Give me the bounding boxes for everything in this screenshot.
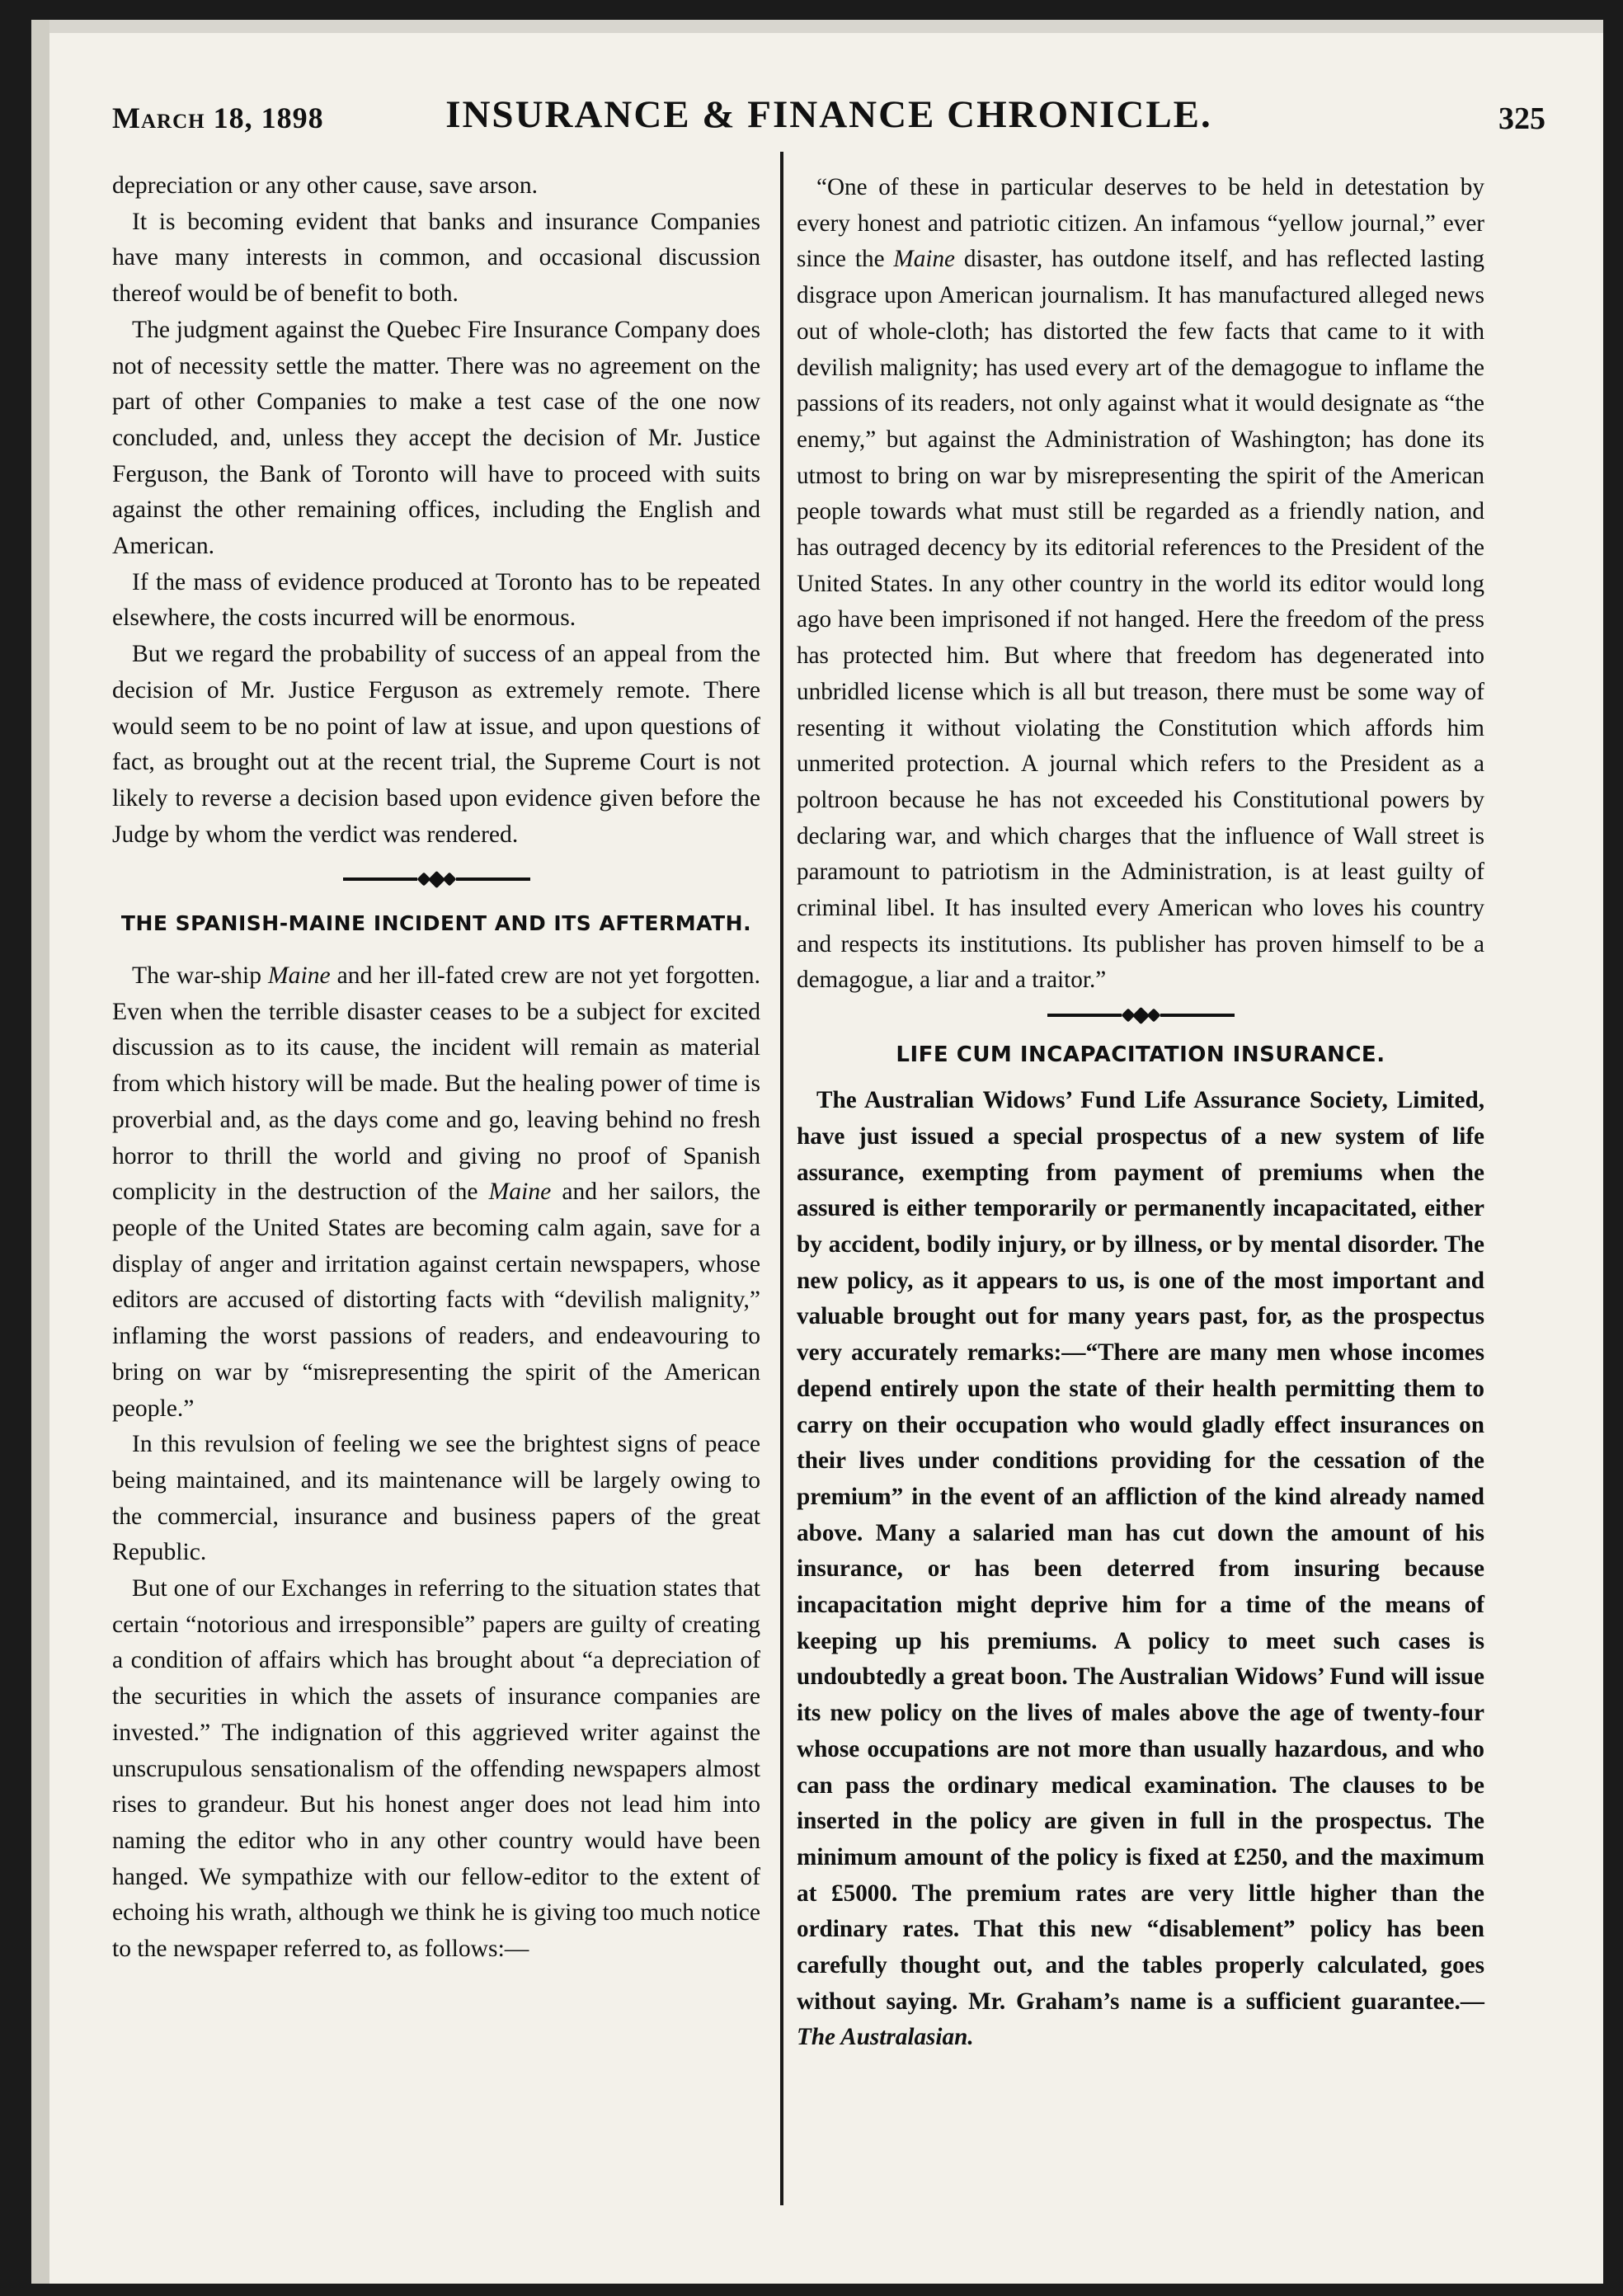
left-column xyxy=(112,168,760,1968)
paragraph: The Australian Widows’ Fund Life Assurance Society, Limited, have just issued a special prospectus of a new system of life assurance, exempting from payment of premiums when the assured is either temporarily or permanently incapacitated, either by accident, bodily injury, or by illness, or by mental disorder. The new policy, as it appears to us, is one of the most important and valuable brought out for many years past, for, as the prospectus very accurately remarks:—“There are many men whose incomes depend entirely upon the state of their health permitting them to carry on their occupation who would gladly effect insurances on their lives under conditions providing for the cessation of the premium” in the event of an affliction of the kind already named above. Many a salaried man has cut down the amount of his insurance, or has been deterred from insuring because incapacitation might deprive him for a time of the means of keeping up his premiums. A policy to meet such cases is undoubtedly a great boon. The Australian Widows’ Fund will issue its new policy on the lives of males above the age of twenty-four whose occupations are not more than usually hazardous, and who can pass the ordinary medical examination. The clauses to be inserted in the policy are given in full in the prospectus. The minimum amount of the policy is fixed at £250, and the maximum at £5000. The premium rates are very little higher than the ordinary rates. That this new “disablement” policy has been carefully thought out, and the tables properly calculated, goes without saying. Mr. Graham’s name is a sufficient guarantee.—The Australasian. xyxy=(797,1087,1484,2051)
right-column xyxy=(797,170,1484,2056)
quoted-paragraph: “One of these in particular deserves to be held in detestation by every honest and patriotic citizen. An infamous “yellow journal,” ever since the Maine disaster, has outdone itself, and has reflected lasting disgrace upon American journalism. It has manufactured alleged news out of whole-cloth; has distorted the few facts that came to it with devilish malignity; has used every art of the demagogue to inflame the passions of its readers, not only against what it would designate as “the enemy,” but against the Administration of Washington; has done its utmost to bring on war by misrepresenting the spirit of the American people towards what must still be regarded as a friendly nation, and has outraged decency by its editorial references to the President of the United States. In any other country in the world its editor would long ago have been imprisoned if not hanged. Here the freedom of the press has protected him. But where that freedom has degenerated into unbridled license which is all but treason, there must be some way of resenting it without violating the Constitution which affords him unmerited protection. A journal which refers to the President as a poltroon because he has not exceeded his Constitutional powers by declaring war, and which charges that the influence of Wall street is paramount to patriotism in the Administration, is at least guilty of criminal libel. It has insulted every American who loves his country and respects its institutions. Its publisher has proven himself to be a demagogue, a liar and a traitor.” xyxy=(797,174,1484,994)
article-heading: LIFE CUM INCAPACITATION INSURANCE. xyxy=(896,1042,1385,1068)
header-date: March 18, 1898 xyxy=(112,101,324,134)
page-number: 325 xyxy=(1498,101,1545,136)
running-header xyxy=(112,92,1545,142)
paragraph: The war-ship Maine and her ill-fated crew are not yet forgotten. Even when the terrible disaster ceases to be a subject for excited discussion as to its cause, the incident will remain as material from which history will be made. But the healing power of time is proverbial and, as the days come and go, leaving behind no fresh horror to thrill the world and giving no proof of Spanish complicity in the destruction of the Maine and her sailors, the people of the United States are becoming calm again, save for a display of anger and irritation against certain newspapers, whose editors are accused of distorting facts with “devilish malignity,” inflaming the worst passions of readers, and endeavouring to bring on war by “misrepresenting the spirit of the American people.” xyxy=(112,962,760,1422)
paragraph: depreciation or any other cause, save arson. xyxy=(112,172,539,199)
paragraph: But one of our Exchanges in referring to the situation states that certain “notorious and irresponsible” papers are guilty of creating a condition of affairs which has brought about “a depreciation of the securities in which the assets of insurance companies are invested.” The indignation of this aggrieved writer against the unscrupulous sensationalism of the offending newspapers almost rises to grandeur. But his honest anger does not lead him into naming the editor who in any other country would have been hanged. We sympathize with our fellow-editor to the extent of echoing his wrath, although we think he is giving too much notice to the newspaper referred to, as follows:— xyxy=(112,1575,760,1963)
section-ornament xyxy=(112,853,760,906)
paragraph: If the mass of evidence produced at Toronto has to be repeated elsewhere, the costs incurred will be enormous. xyxy=(112,568,760,632)
paragraph: The judgment against the Quebec Fire Insurance Company does not of necessity settle the matter. There was no agreement on the part of other Companies to make a test case of the one now concluded, and, unless they accept the decision of Mr. Justice Ferguson, the Bank of Toronto will have to proceed with suits against the other remaining offices, including the English and American. xyxy=(112,316,760,560)
column-divider xyxy=(780,152,783,2205)
paragraph: But we regard the probability of success of an appeal from the decision of Mr. Justice Ferguson as extremely remote. There would seem to be no point of law at issue, and upon questions of fact, as brought out at the recent trial, the Supreme Court is not likely to reverse a decision based upon evidence given before the Judge by whom the verdict was rendered. xyxy=(112,641,760,848)
paragraph: It is becoming evident that banks and insurance Companies have many interests in common, and occasional discussion thereof would be of benefit to both. xyxy=(112,208,760,308)
header-title: INSURANCE & FINANCE CHRONICLE. xyxy=(445,93,1212,136)
newspaper-page xyxy=(31,20,1603,2284)
article-heading: THE SPANISH-MAINE INCIDENT AND ITS AFTERMATH. xyxy=(120,911,752,936)
page-top-edge xyxy=(31,20,1603,33)
source-credit: The Australasian. xyxy=(797,2024,974,2051)
paragraph: In this revulsion of feeling we see the brightest signs of peace being maintained, and its maintenance will be largely owing to the commercial, insurance and business papers of the great Republic. xyxy=(112,1431,760,1566)
section-ornament xyxy=(797,999,1484,1032)
page-left-edge xyxy=(31,20,49,2284)
